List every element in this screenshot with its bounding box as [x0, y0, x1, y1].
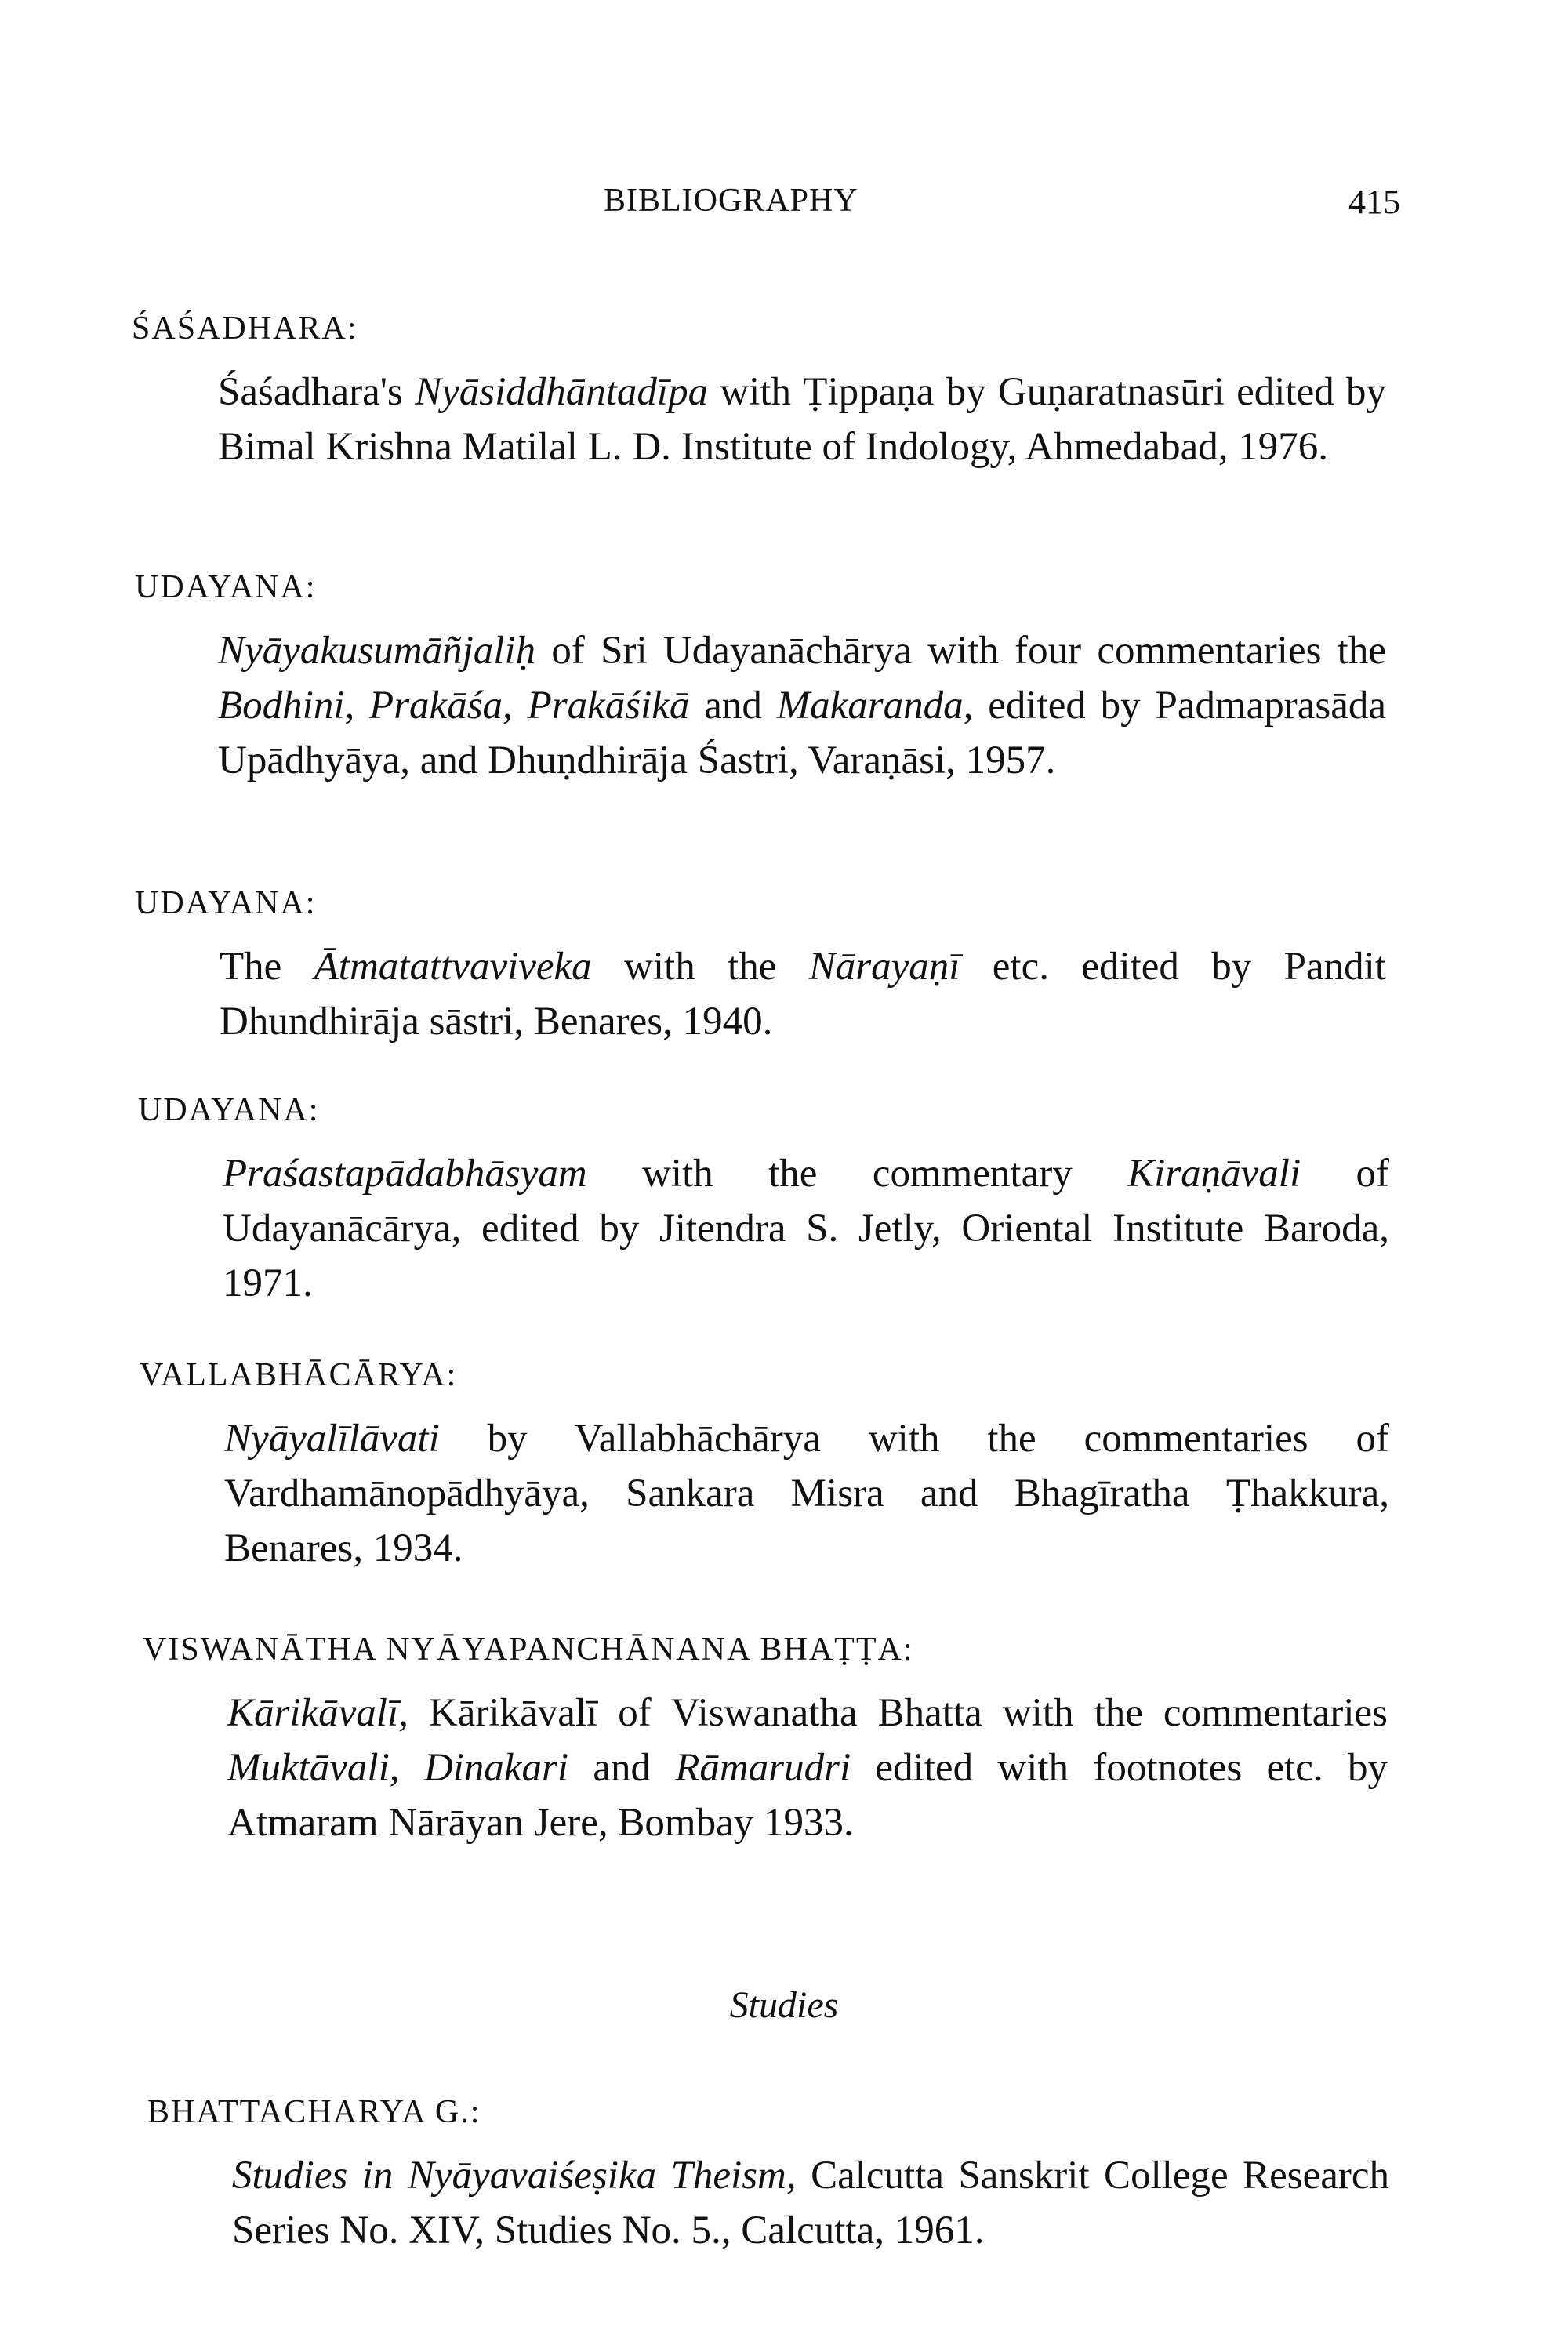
citation-title: Nyāyalīlāvati: [224, 1417, 440, 1461]
entry-author: UDAYANA:: [138, 1092, 320, 1128]
citation-title: Kiraṇāvali: [1127, 1152, 1301, 1196]
page-header: [0, 182, 1568, 237]
citation-title: Nārayaṇī: [808, 945, 960, 989]
entry-citation: [220, 939, 1386, 1049]
running-title: BIBLIOGRAPHY: [604, 183, 858, 219]
citation-title: Rāmarudri: [675, 1746, 851, 1790]
entry-author: UDAYANA:: [135, 885, 317, 921]
page-number: 415: [1348, 183, 1400, 221]
citation-title: Kārikāvalī,: [227, 1691, 408, 1735]
entry-citation: [224, 1411, 1389, 1576]
citation-text: The: [220, 945, 314, 989]
citation-text: etc. edited by Pandit Dhundhirāja sāstri, Benares, 1940.: [220, 945, 1386, 1044]
citation-text: of Udayanācārya, edited by Jitendra S. Jetly, Oriental Institute Baroda, 1971.: [223, 1152, 1389, 1305]
citation-text: with the: [591, 945, 809, 989]
section-heading-studies: Studies: [729, 1984, 839, 2026]
citation-title: Muktāvali, Dinakari: [227, 1746, 568, 1790]
citation-title: Studies in Nyāyavaiśeṣika Theism,: [232, 2154, 797, 2198]
citation-title: Praśastapādabhāsyam: [223, 1152, 587, 1196]
citation-title: Makaranda,: [776, 684, 974, 728]
entry-author: VALLABHĀCĀRYA:: [140, 1357, 458, 1393]
entry-citation: [227, 1686, 1388, 1850]
entry-author: UDAYANA:: [135, 569, 317, 605]
entry-author: BHATTACHARYA G.:: [147, 2094, 481, 2130]
citation-text: by Vallabhāchārya with the commentaries of Vardhamānopādhyāya, Sankara Misra and Bhagīratha Ṭhakkura, Benares, 1934.: [224, 1417, 1389, 1570]
entry-author: ŚAŚADHARA:: [132, 310, 358, 347]
citation-text: Śaśadhara's: [218, 370, 416, 414]
citation-title: Nyāsiddhāntadīpa: [415, 370, 709, 414]
citation-title: Bodhini, Prakāśa, Prakāśikā: [218, 684, 690, 728]
citation-text: edited with footnotes etc. by Atmaram Nārāyan Jere, Bombay 1933.: [227, 1746, 1388, 1845]
citation-text: of Sri Udayanāchārya with four commentaries the: [535, 629, 1386, 673]
entry-citation: [218, 623, 1386, 788]
citation-text: and: [568, 1746, 676, 1790]
citation-text: edited by Padmaprasāda Upādhyāya, and Dhuṇdhirāja Śastri, Varaṇāsi, 1957.: [218, 684, 1387, 782]
citation-text: Kārikāvalī of Viswanatha Bhatta with the commentaries: [408, 1691, 1388, 1735]
citation-text: with the commentary: [586, 1152, 1128, 1196]
entry-citation: [223, 1146, 1389, 1311]
citation-text: Calcutta Sanskrit College Research Series No. XIV, Studies No. 5., Calcutta, 1961.: [232, 2154, 1390, 2252]
citation-title: Ātmatattvaviveka: [314, 945, 592, 989]
entry-citation: [232, 2148, 1389, 2258]
citation-text: and: [689, 684, 777, 728]
citation-title: Nyāyakusumāñjaliḥ: [218, 629, 536, 673]
entry-citation: [218, 365, 1386, 474]
citation-text: with Ṭippaṇa by Guṇaratnasūri edited by Bimal Krishna Matilal L. D. Institute of Indology, Ahmedabad, 1976.: [218, 370, 1386, 469]
entry-author: VISWANĀTHA NYĀYAPANCHĀNANA BHAṬṬA:: [143, 1632, 914, 1668]
